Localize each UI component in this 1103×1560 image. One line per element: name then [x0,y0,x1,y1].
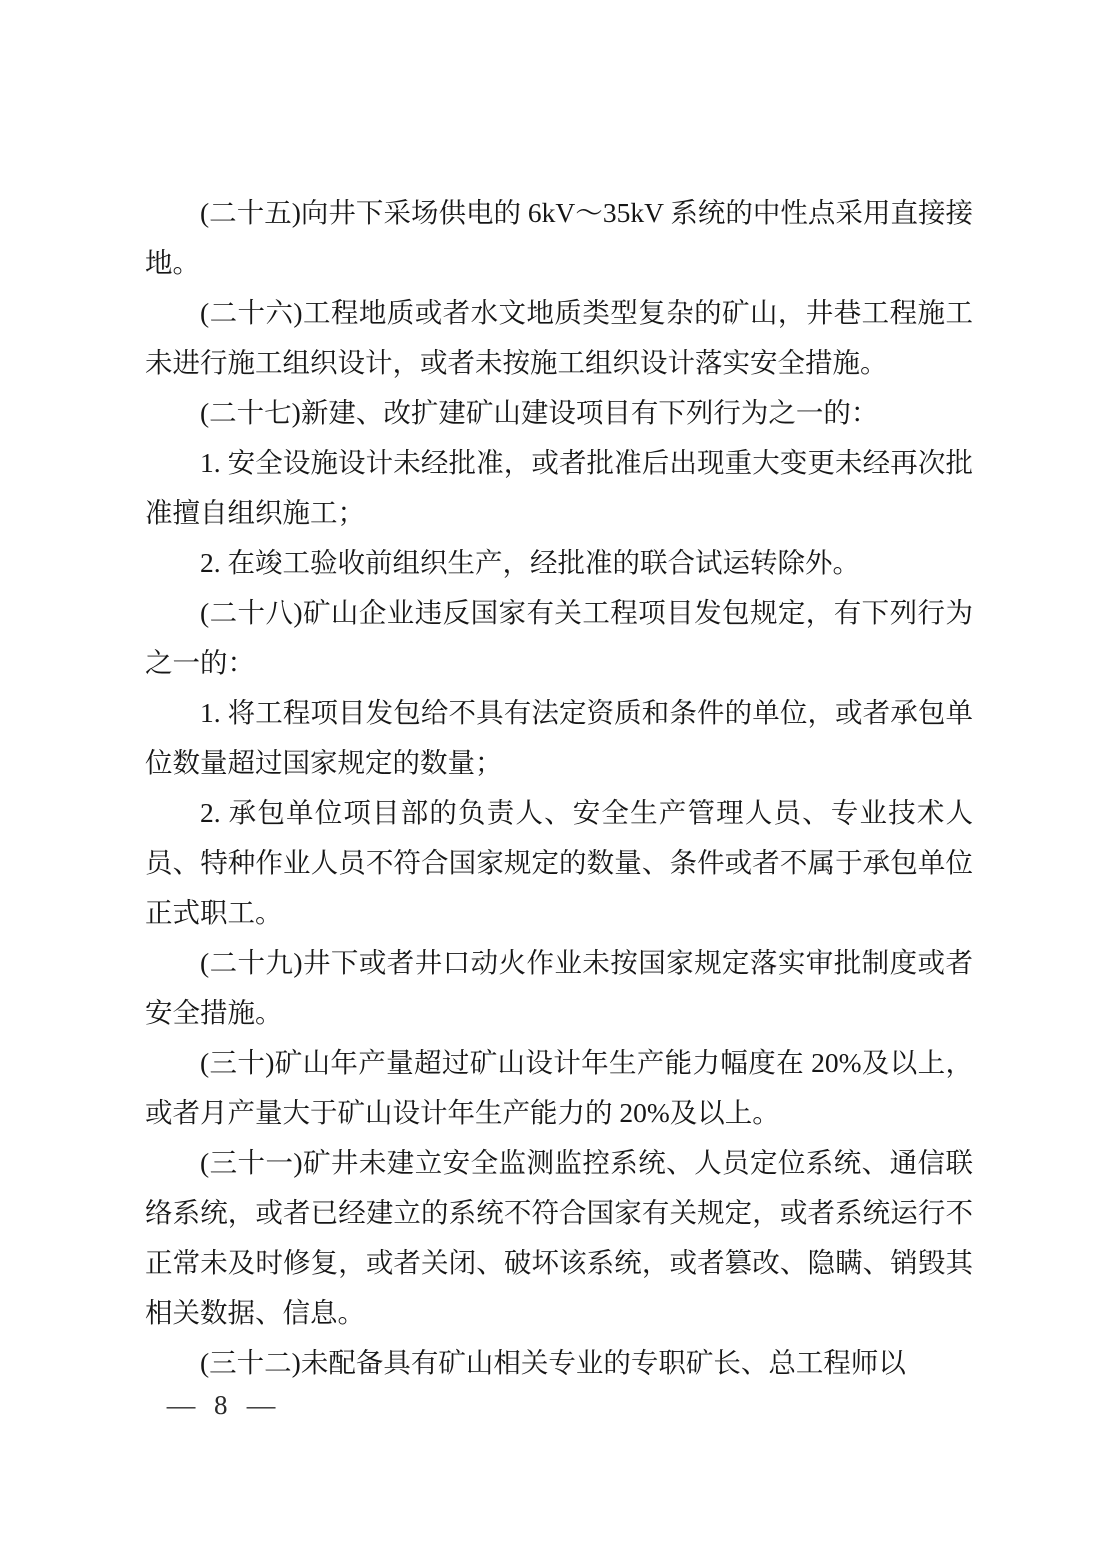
paragraph: (三十二)未配备具有矿山相关专业的专职矿长、总工程师以 [200,1347,906,1378]
paragraph: (二十六)工程地质或者水文地质类型复杂的矿山，井巷工程施工未进行施工组织设计，或者未按施工组织设计落实安全措施。 [145,297,973,378]
page-footer [168,1390,274,1421]
paragraph: 1. 将工程项目发包给不具有法定资质和条件的单位，或者承包单位数量超过国家规定的数量； [145,697,973,778]
paragraph: (二十五)向井下采场供电的 6kV～35kV 系统的中性点采用直接接地。 [145,197,973,278]
paragraph: 2. 承包单位项目部的负责人、安全生产管理人员、专业技术人员、特种作业人员不符合国家规定的数量、条件或者不属于承包单位正式职工。 [145,797,973,928]
footer-right-dash: — [246,1390,275,1420]
paragraph: (二十八)矿山企业违反国家有关工程项目发包规定，有下列行为之一的： [145,597,973,678]
page-number: 8 [214,1390,228,1420]
paragraph: (三十一)矿井未建立安全监测监控系统、人员定位系统、通信联络系统，或者已经建立的系统不符合国家有关规定，或者系统运行不正常未及时修复，或者关闭、破坏该系统，或者篡改、隐瞒、销毁其相关数据、信息。 [145,1147,973,1328]
paragraph: 2. 在竣工验收前组织生产，经批准的联合试运转除外。 [200,547,860,578]
paragraph: (二十九)井下或者井口动火作业未按国家规定落实审批制度或者安全措施。 [145,947,973,1028]
document-body [145,188,973,1388]
footer-left-dash: — [166,1390,196,1420]
paragraph: (三十)矿山年产量超过矿山设计年生产能力幅度在 20%及以上，或者月产量大于矿山设计年生产能力的 20%及以上。 [145,1047,973,1128]
paragraph: 1. 安全设施设计未经批准，或者批准后出现重大变更未经再次批准擅自组织施工； [145,447,973,528]
paragraph: (二十七)新建、改扩建矿山建设项目有下列行为之一的： [200,397,879,428]
